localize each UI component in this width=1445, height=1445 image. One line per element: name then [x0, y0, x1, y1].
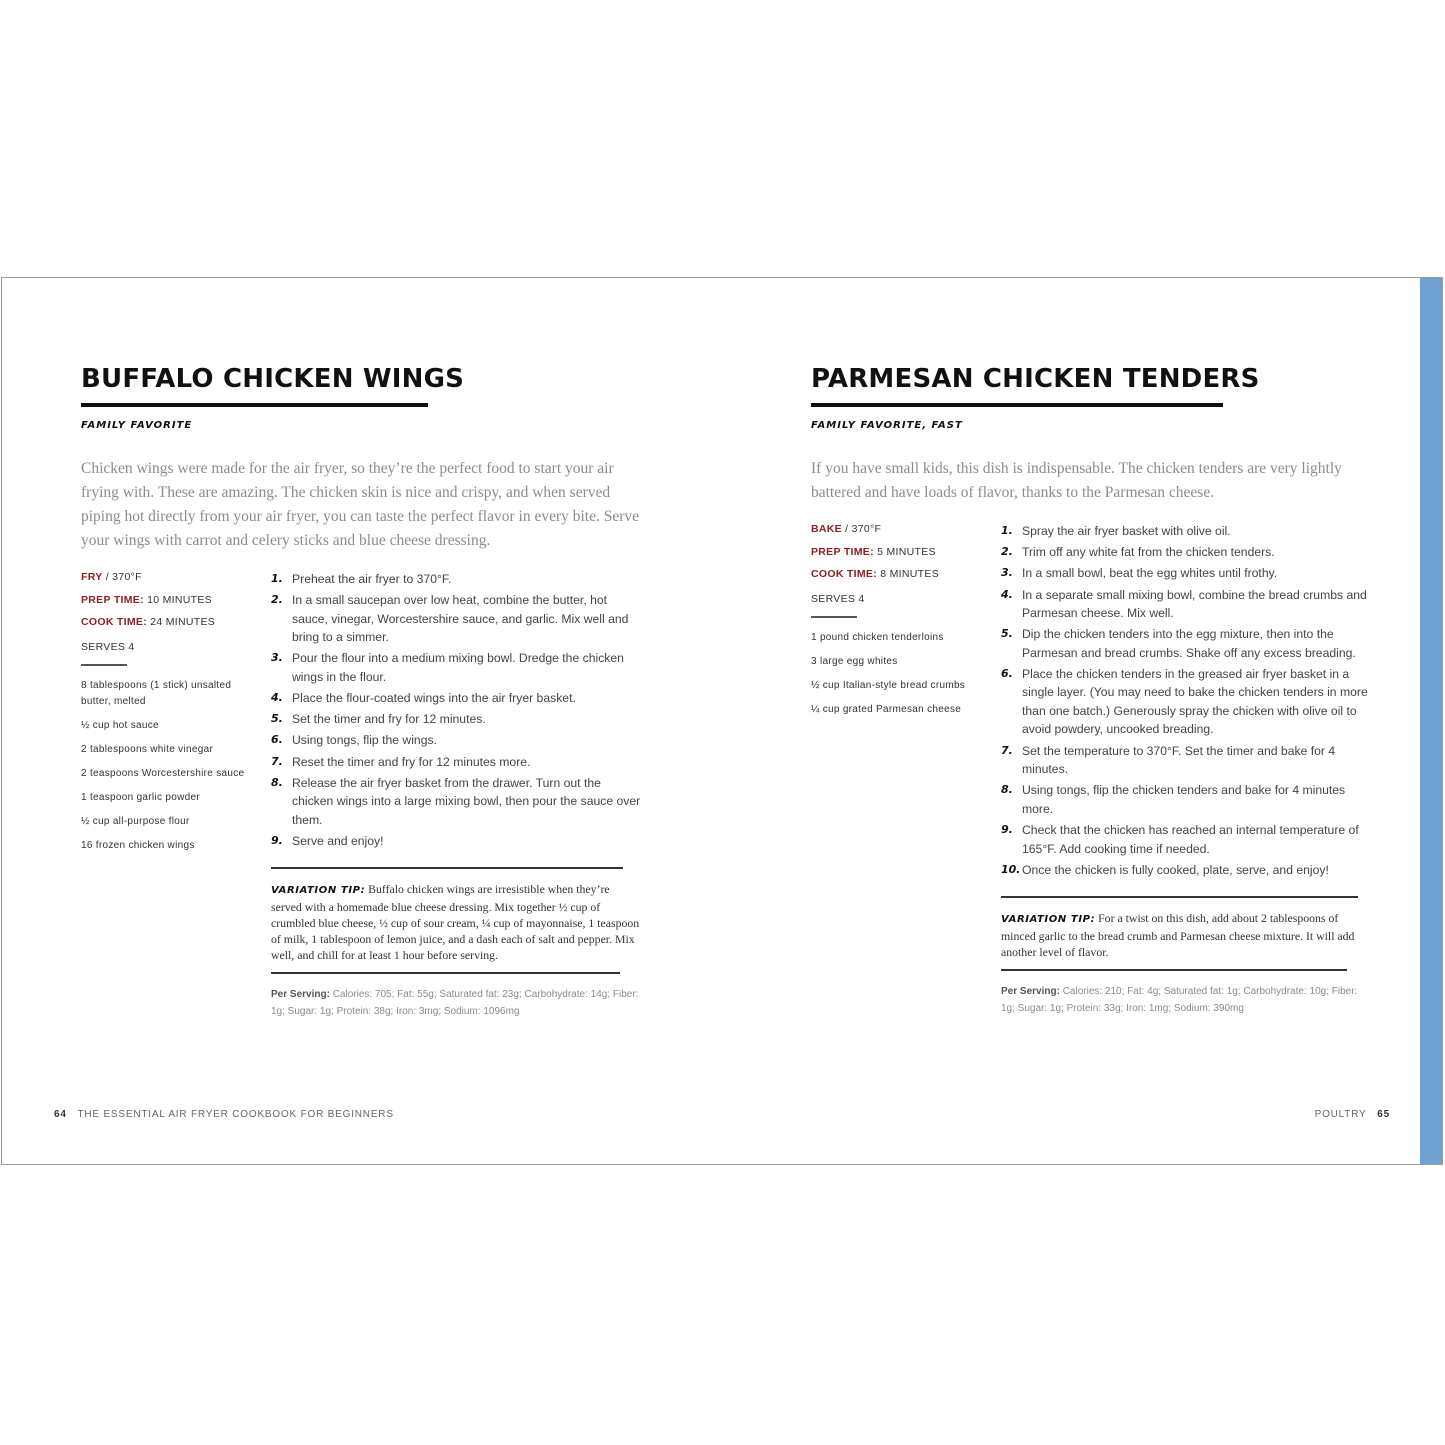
prep-time-line [811, 545, 986, 568]
step-item [271, 774, 643, 830]
ingredient-item: 3 large egg whites [811, 656, 898, 667]
nutrition-label: Per Serving: [1001, 986, 1060, 997]
cook-time-label: COOK TIME: [811, 568, 877, 580]
step-text: Release the air fryer basket from the drawer. Turn out the chicken wings into a large mixing bowl, then pour the sauce over them. [292, 775, 641, 827]
step-text: Trim off any white fat from the chicken tenders. [1022, 545, 1275, 560]
step-item [1001, 586, 1376, 623]
ingredient-item: ½ cup Italian-style bread crumbs [811, 680, 966, 691]
step-number: 7. [271, 754, 283, 768]
step-item [1001, 821, 1376, 858]
method-value: / 370°F [841, 523, 882, 535]
step-number: 1. [1001, 524, 1013, 537]
tip-divider-top-right [1001, 896, 1358, 898]
step-number: 7. [1001, 743, 1013, 757]
recipe-title-right: PARMESAN CHICKEN TENDERS [811, 364, 1260, 394]
step-text: Set the temperature to 370°F. Set the timer and bake for 4 minutes. [1022, 743, 1336, 777]
ingredient-item: ½ cup hot sauce [81, 720, 159, 731]
step-item [271, 832, 643, 851]
variation-tip-left [271, 881, 643, 963]
step-item [1001, 543, 1376, 562]
method-label: FRY [81, 571, 103, 583]
step-number: 1. [271, 572, 283, 585]
page-edge-tab [1420, 278, 1442, 1164]
tip-text: For a twist on this dish, add about 2 tablespoons of minced garlic to the bread crumb and Parmesan cheese mixture. It will add another level of flavor. [1001, 911, 1355, 959]
recipe-intro-left: Chicken wings were made for the air fryer, so they’re the perfect food to start your air frying with. These are amazing. The chicken skin is nice and crispy, and when served piping hot directly from your air fryer, you can taste the perfect flavor in every bite. Serve your wings with carrot and celery sticks and blue cheese dressing. [81, 460, 640, 549]
section-name: POULTRY [1314, 1109, 1367, 1120]
nutrition-label: Per Serving: [271, 989, 330, 1000]
method-line [811, 522, 986, 545]
step-number: 8. [271, 775, 283, 789]
nutrition-text: Calories: 705; Fat: 55g; Saturated fat: 23g; Carbohydrate: 14g; Fiber: 1g; Sugar: 1g; Protein: 38g; Iron: 3mg; Sodium: 1096mg [271, 989, 639, 1017]
steps-list-right [1001, 522, 1376, 882]
page-number-right: 65 [1377, 1109, 1390, 1120]
step-text: Once the chicken is fully cooked, plate, serve, and enjoy! [1022, 862, 1329, 877]
recipe-intro-right: If you have small kids, this dish is indispensable. The chicken tenders are very lightly battered and have loads of flavor, thanks to the Parmesan cheese. [811, 460, 1342, 501]
recipe-meta-left [81, 570, 256, 862]
step-text: Preheat the air fryer to 370°F. [292, 572, 452, 586]
step-number: 9. [271, 834, 283, 847]
book-title: THE ESSENTIAL AIR FRYER COOKBOOK FOR BEGINNERS [77, 1109, 394, 1120]
cook-time-value: 8 MINUTES [877, 568, 939, 580]
recipe-meta-right [811, 522, 986, 726]
step-text: Using tongs, flip the wings. [292, 733, 437, 748]
step-text: Check that the chicken has reached an internal temperature of 165°F. Add cooking time if needed. [1022, 823, 1359, 856]
step-text: In a separate small mixing bowl, combine the bread crumbs and Parmesan cheese. Mix well. [1022, 587, 1367, 621]
step-item [271, 753, 643, 772]
method-label: BAKE [811, 523, 842, 535]
recipe-tags-right: FAMILY FAVORITE, FAST [811, 420, 963, 431]
step-number: 5. [1001, 627, 1013, 641]
step-number: 5. [271, 712, 283, 726]
step-text: Set the timer and fry for 12 minutes. [292, 712, 486, 727]
step-text: Serve and enjoy! [292, 834, 384, 848]
recipe-tags-left: FAMILY FAVORITE [81, 420, 193, 431]
tip-text: Buffalo chicken wings are irresistible when they’re served with a homemade blue cheese dressing. Mix together ½ cup of crumbled blue cheese, ½ cup of sour cream, ¼ cup of mayonnaise, 1 teaspoon of milk, 1 tablespoon of lemon juice, and a dash each of salt and pepper. Mix well, and chill for at least 1 hour before serving. [271, 882, 640, 962]
step-number: 4. [271, 691, 283, 705]
step-number: 2. [271, 593, 283, 607]
step-item [1001, 781, 1376, 818]
variation-tip-right [1001, 910, 1366, 960]
nutrition-right [1001, 984, 1361, 1017]
ingredient-item: 1 pound chicken tenderloins [811, 632, 944, 643]
ingredient-item: 8 tablespoons (1 stick) unsalted butter, melted [81, 680, 232, 707]
step-number: 2. [1001, 545, 1013, 559]
step-text: Reset the timer and fry for 12 minutes more. [292, 754, 531, 769]
tip-divider-bottom-right [1001, 969, 1347, 971]
step-item [1001, 665, 1376, 739]
step-item [1001, 861, 1376, 880]
ingredient-item: ¼ cup grated Parmesan cheese [811, 704, 962, 715]
step-item [1001, 625, 1376, 662]
step-item [1001, 564, 1376, 583]
step-text: In a small bowl, beat the egg whites until frothy. [1022, 566, 1278, 581]
steps-list-left [271, 570, 643, 853]
step-number: 6. [271, 733, 283, 747]
ingredient-item: ½ cup all-purpose flour [81, 816, 190, 827]
meta-divider [811, 616, 857, 618]
tip-label: VARIATION TIP: [1001, 914, 1096, 925]
step-number: 9. [1001, 823, 1013, 836]
step-number: 10. [1001, 862, 1021, 876]
ingredients-list-right [811, 630, 986, 718]
nutrition-left [271, 987, 643, 1020]
serves-value: SERVES 4 [81, 640, 135, 653]
step-number: 3. [1001, 566, 1013, 580]
step-number: 8. [1001, 783, 1013, 797]
step-item [1001, 522, 1376, 541]
title-underline-right [811, 403, 1223, 407]
prep-time-label: PREP TIME: [811, 545, 874, 558]
meta-divider [81, 664, 127, 666]
step-item [271, 591, 643, 647]
footer-left [54, 1109, 394, 1120]
book-spread [1, 277, 1443, 1165]
cook-time-label: COOK TIME: [81, 616, 147, 628]
step-text: Using tongs, flip the chicken tenders and bake for 4 minutes more. [1022, 783, 1346, 816]
prep-time-label: PREP TIME: [81, 593, 144, 606]
ingredient-item: 1 teaspoon garlic powder [81, 792, 200, 803]
ingredient-item: 2 teaspoons Worcestershire sauce [81, 768, 245, 779]
step-item [271, 570, 643, 589]
title-underline-left [81, 403, 428, 407]
serves-line [811, 590, 986, 613]
page-number-left: 64 [54, 1109, 67, 1120]
step-number: 4. [1001, 587, 1013, 601]
tip-divider-bottom-left [271, 972, 620, 974]
step-text: Place the chicken tenders in the greased air fryer basket in a single layer. (You may need to bake the chicken tenders in more than one batch.) Generously spray the chicken with olive oil to avoid powdery, uncooked breading. [1022, 666, 1368, 737]
cook-time-line [81, 615, 256, 638]
prep-time-line [81, 593, 256, 616]
cook-time-line [811, 567, 986, 590]
footer-right [1315, 1109, 1390, 1120]
tip-divider-top-left [271, 867, 623, 869]
step-number: 3. [271, 651, 283, 665]
step-item [271, 689, 643, 708]
step-item [271, 731, 643, 750]
recipe-title-left: BUFFALO CHICKEN WINGS [81, 364, 465, 394]
step-text: In a small saucepan over low heat, combine the butter, hot sauce, vinegar, Worcestershire sauce, and garlic. Mix well and bring to a simmer. [292, 593, 629, 645]
ingredient-item: 16 frozen chicken wings [81, 840, 195, 851]
step-text: Spray the air fryer basket with olive oil. [1022, 524, 1231, 538]
ingredients-list-left [81, 678, 256, 854]
prep-time-value: 5 MINUTES [873, 545, 936, 558]
step-item [271, 649, 643, 686]
step-number: 6. [1001, 666, 1013, 680]
step-item [271, 710, 643, 729]
nutrition-text: Calories: 210; Fat: 4g; Saturated fat: 1g; Carbohydrate: 10g; Fiber: 1g; Sugar: 1g; Protein: 33g; Iron: 1mg; Sodium: 390mg [1001, 986, 1358, 1014]
serves-value: SERVES 4 [811, 592, 865, 605]
step-text: Pour the flour into a medium mixing bowl. Dredge the chicken wings in the flour. [292, 651, 624, 684]
method-line [81, 570, 256, 593]
prep-time-value: 10 MINUTES [143, 593, 212, 606]
cook-time-value: 24 MINUTES [147, 616, 216, 628]
tip-label: VARIATION TIP: [271, 885, 366, 896]
step-text: Place the flour-coated wings into the air fryer basket. [292, 691, 576, 706]
serves-line [81, 638, 256, 661]
step-text: Dip the chicken tenders into the egg mixture, then into the Parmesan and bread crumbs. Shake off any excess breading. [1022, 627, 1356, 660]
method-value: / 370°F [102, 571, 142, 583]
step-item [1001, 742, 1376, 779]
ingredient-item: 2 tablespoons white vinegar [81, 744, 214, 755]
